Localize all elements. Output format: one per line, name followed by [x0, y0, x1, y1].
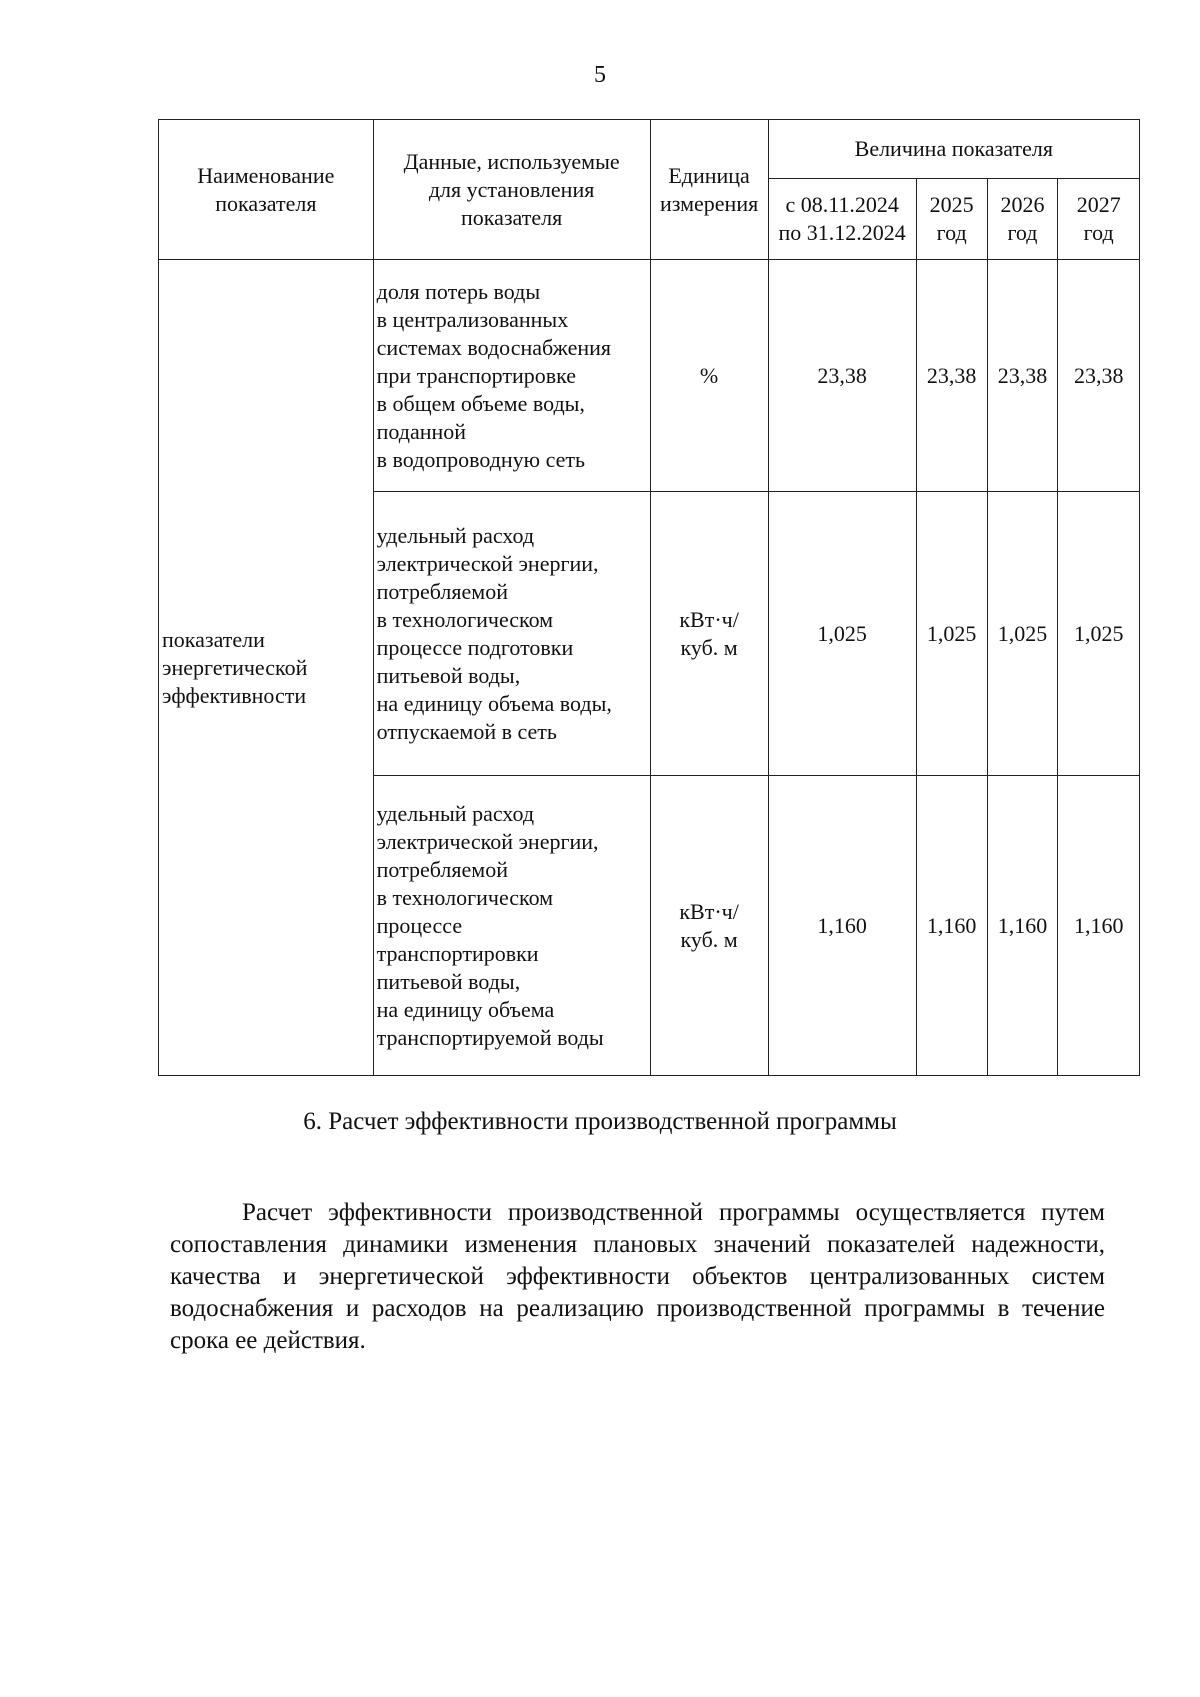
header-period-2026: 2026 год	[987, 179, 1058, 260]
value-cell: 1,160	[1058, 776, 1140, 1076]
indicators-table	[158, 119, 1140, 1076]
unit-cell: кВт·ч/ куб. м	[650, 492, 768, 776]
data-used-cell: доля потерь воды в централизованных системах водоснабжения при транспортировке в общем объеме воды, поданной в водопроводную сеть	[373, 260, 650, 492]
header-period-2027: 2027 год	[1058, 179, 1140, 260]
header-data-used: Данные, используемые для установления показателя	[373, 120, 650, 260]
value-cell: 1,025	[916, 492, 987, 776]
value-cell: 23,38	[768, 260, 916, 492]
data-used-cell: удельный расход электрической энергии, потребляемой в технологическом процессе подготовки питьевой воды, на единицу объема воды, отпускаемой в сеть	[373, 492, 650, 776]
value-cell: 1,025	[987, 492, 1058, 776]
data-used-cell: удельный расход электрической энергии, потребляемой в технологическом процессе транспортировки питьевой воды, на единицу объема транспортируемой воды	[373, 776, 650, 1076]
body-paragraph: Расчет эффективности производственной программы осуществляется путем сопоставления динамики изменения плановых значений показателей надежности, качества и энергетической эффективности объектов централизованных систем водоснабжения и расходов на реализацию производственной программы в течение срока ее действия.	[170, 1199, 1105, 1354]
unit-cell: %	[650, 260, 768, 492]
header-magnitude: Величина показателя	[768, 120, 1139, 179]
table-row	[159, 260, 1140, 492]
header-period-2025: 2025 год	[916, 179, 987, 260]
value-cell: 1,160	[768, 776, 916, 1076]
value-cell: 1,160	[987, 776, 1058, 1076]
value-cell: 23,38	[916, 260, 987, 492]
section-title: 6. Расчет эффективности производственной программы	[303, 1108, 897, 1135]
indicator-group-name: показатели энергетической эффективности	[159, 260, 374, 1076]
value-cell: 23,38	[987, 260, 1058, 492]
unit-cell: кВт·ч/ куб. м	[650, 776, 768, 1076]
value-cell: 23,38	[1058, 260, 1140, 492]
value-cell: 1,160	[916, 776, 987, 1076]
page-number: 5	[594, 62, 606, 88]
header-period-2024: с 08.11.2024 по 31.12.2024	[768, 179, 916, 260]
value-cell: 1,025	[1058, 492, 1140, 776]
header-unit: Единица измерения	[650, 120, 768, 260]
value-cell: 1,025	[768, 492, 916, 776]
header-indicator-name: Наименование показателя	[159, 120, 374, 260]
